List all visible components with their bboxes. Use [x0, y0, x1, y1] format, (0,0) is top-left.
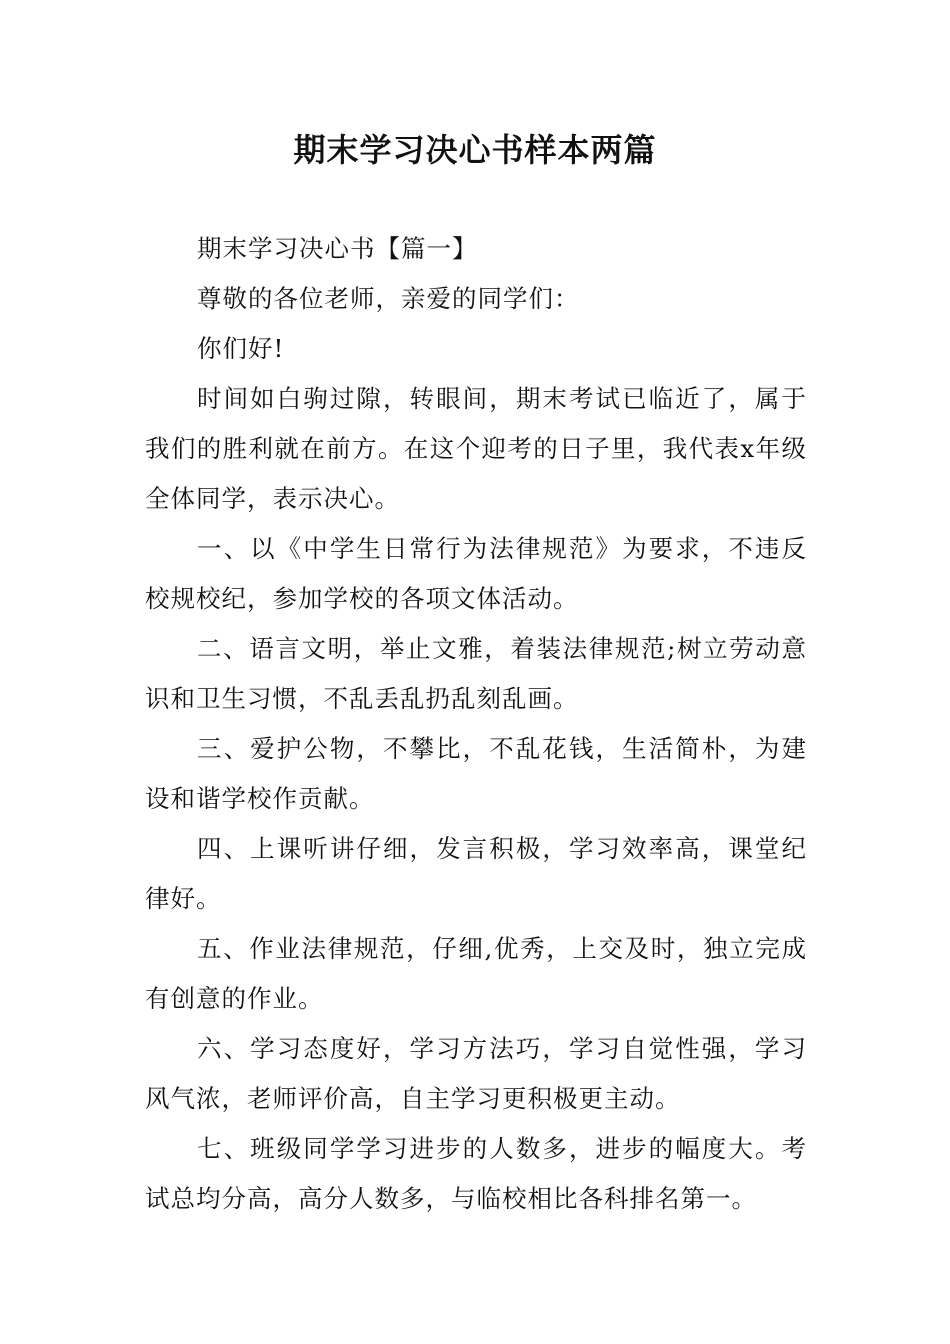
- document-title: 期末学习决心书样本两篇: [293, 131, 657, 169]
- paragraph-item-5: 五、作业法律规范，仔细,优秀，上交及时，独立完成有创意的作业。: [145, 934, 807, 1013]
- paragraph-salutation: 尊敬的各位老师，亲爱的同学们：: [197, 284, 580, 313]
- paragraph-greeting: 你们好!: [197, 334, 285, 363]
- paragraph-item-4: 四、上课听讲仔细，发言积极，学习效率高，课堂纪律好。: [145, 834, 807, 913]
- paragraph-heading: 期末学习决心书【篇一】: [197, 234, 478, 263]
- paragraph-item-1: 一、以《中学生日常行为法律规范》为要求，不违反校规校纪，参加学校的各项文体活动。: [145, 534, 807, 613]
- paragraph-item-2: 二、语言文明，举止文雅，着装法律规范;树立劳动意识和卫生习惯，不乱丢乱扔乱刻乱画。: [145, 634, 807, 713]
- paragraph-intro: 时间如白驹过隙，转眼间，期末考试已临近了，属于我们的胜利就在前方。在这个迎考的日子里，我代表x年级全体同学，表示决心。: [145, 384, 807, 513]
- document-body: [145, 224, 807, 1224]
- paragraph-item-7: 七、班级同学学习进步的人数多，进步的幅度大。考试总均分高，高分人数多，与临校相比各科排名第一。: [145, 1134, 807, 1213]
- paragraph-item-6: 六、学习态度好，学习方法巧，学习自觉性强，学习风气浓，老师评价高，自主学习更积极更主动。: [145, 1034, 807, 1113]
- paragraph-item-3: 三、爱护公物，不攀比，不乱花钱，生活简朴，为建设和谐学校作贡献。: [145, 734, 807, 813]
